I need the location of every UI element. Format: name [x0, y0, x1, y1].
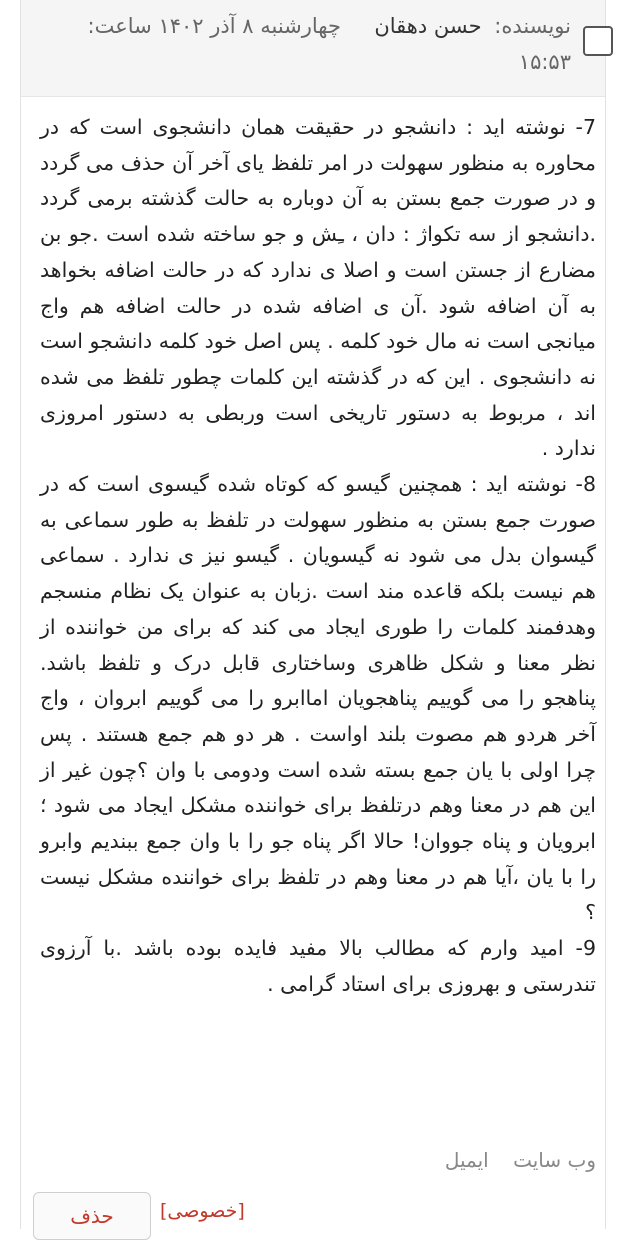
select-checkbox[interactable] [583, 26, 613, 56]
comment-header [21, 0, 605, 97]
comment-links [420, 1148, 596, 1172]
comment-paragraph: 8- نوشته اید : همچنین گیسو که کوتاه شده گیسوی است که در صورت جمع بستن به منظور سهولت در تلفظ به طور سماعی به گیسوان بدل می شود نه گیسویان . گیسو نیز ی ندارد . سماعی هم نیست بلکه قاعده مند است .زبان به عنوان یک نظام منسجم وهدفمند کلمات را طوری ایجاد می کند که برای من خواننده از نظر معنا و شکل ظاهری وساختاری قابل درک و تلفظ باشد. پناهجو را می گوییم پناهجویان اماابرو را می گوییم ابروان ، واج آخر هردو هم مصوت بلند اواست . هر دو هم جمع هستند . پس چرا اولی با یان جمع بسته شده است ودومی با وان ؟چون غیر از این هم در معنا وهم درتلفظ برای خواننده مشکل ایجاد می شود ؛ ابرویان و پناه جووان! حالا اگر پناه جو را با وان جمع ببندیم وابرو را با یان ،آیا هم در معنا وهم در تلفظ برای خواننده مشکل نیست ؟ [40, 472, 596, 925]
comment-paragraph: 9- امید وارم که مطالب بالا مفید فایده بوده باشد .با آرزوی تندرستی و بهروزی برای استاد گرامی . [40, 936, 596, 996]
author-name: حسن دهقان [374, 14, 482, 38]
comment-paragraph: 7- نوشته اید : دانشجو در حقیقت همان دانشجوی است که در محاوره به منظور سهولت در امر تلفظ یای آخر آن حذف می گردد و در صورت جمع بستن به آن دوباره به حالت گذشته برمی گردد .دانشجو از سه تکواژ : دان ، ـِش و جو ساخته شده است .جو بن مضارع از جستن است و اصلا ی ندارد که در حالت اضافه بخواهد به آن اضافه شود .آن ی اضافه شده در حالت اضافه هم واج میانجی است نه مال خود کلمه . پس اصل خود کلمه دانشجو است نه دانشجوی . این که در گذشته این کلمات چطور تلفظ می شده اند ، مربوط به دستور تاریخی است وربطی به دستور امروزی ندارد . [40, 115, 596, 461]
comment-body [40, 110, 596, 1003]
website-link[interactable]: وب سایت [513, 1148, 596, 1172]
time-label: ساعت: [87, 14, 152, 38]
author-label: نویسنده: [494, 14, 571, 38]
private-badge: [خصوصی] [160, 1200, 245, 1222]
delete-button[interactable]: حذف [33, 1192, 151, 1240]
comment-meta [51, 8, 571, 80]
email-link[interactable]: ایمیل [444, 1148, 489, 1172]
comment-time: ۱۵:۵۳ [518, 50, 571, 74]
comment-date: چهارشنبه ۸ آذر ۱۴۰۲ [158, 14, 341, 38]
